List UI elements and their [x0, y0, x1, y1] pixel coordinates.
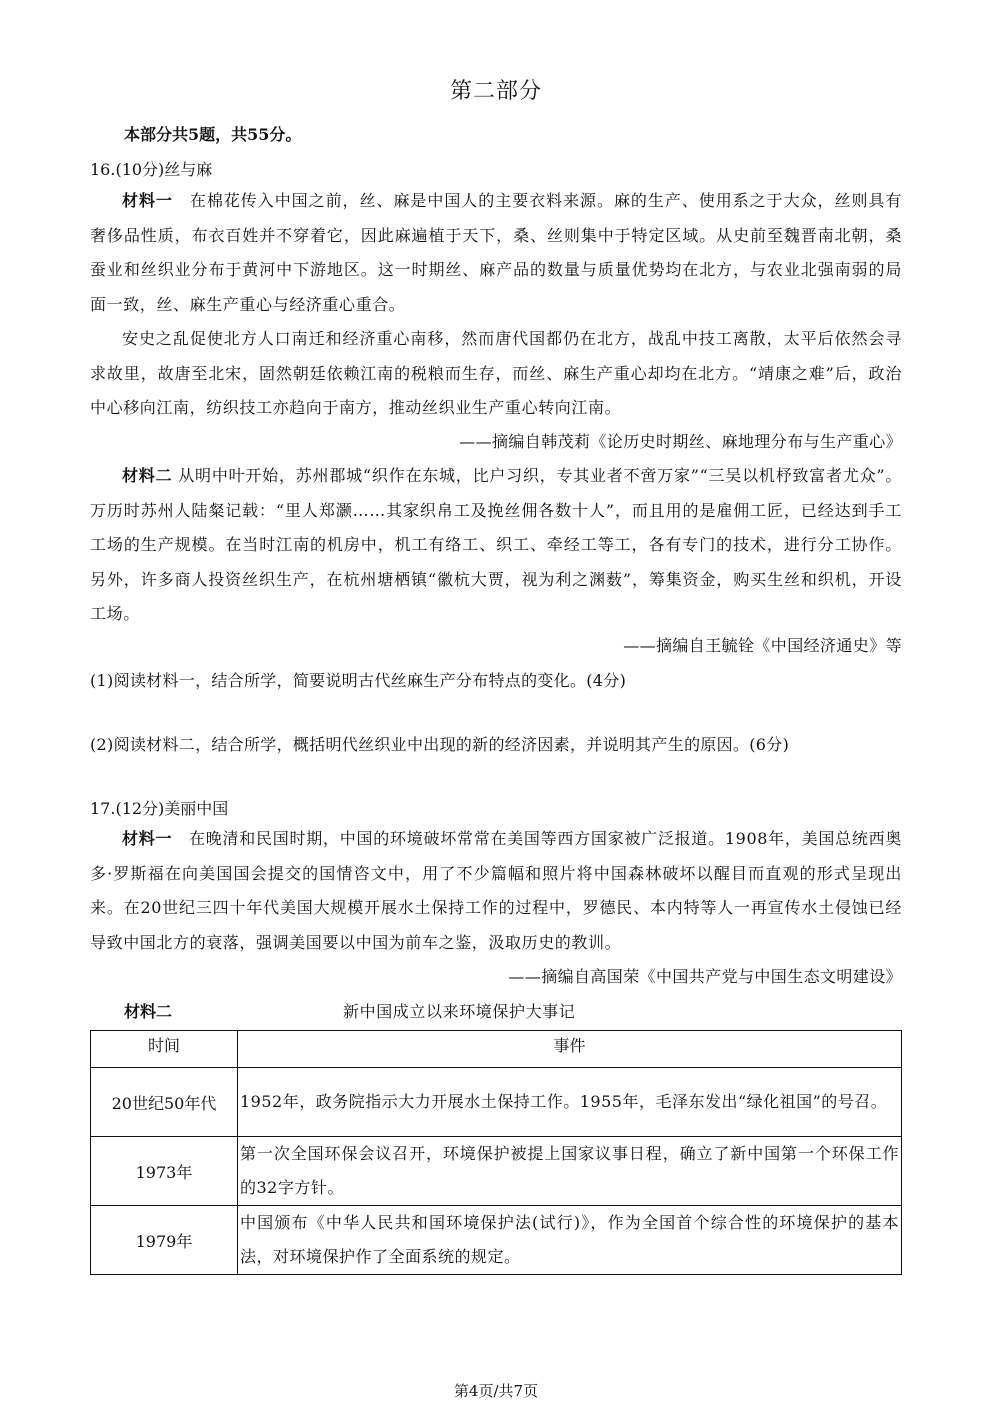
page-footer: 第4页/共7页 — [453, 1382, 539, 1400]
table-caption: 新中国成立以来环境保护大事记 — [343, 1002, 576, 1021]
q16-subquestion-2: (2)阅读材料二，结合所学，概括明代丝织业中出现的新的经济因素，并说明其产生的原因。(6分) — [90, 735, 790, 754]
material-label: 材料二 — [122, 466, 173, 485]
table-row — [91, 1206, 902, 1275]
q16-material-2-source: ——摘编自王毓铨《中国经济通史》等 — [623, 636, 902, 655]
table-cell-event: 1952年，政务院指示大力开展水土保持工作。1955年，毛泽东发出“绿化祖国”的号召。 — [238, 1068, 902, 1137]
material-text: 在晚清和民国时期，中国的环境破坏常常在美国等西方国家被广泛报道。1908年，美国总统西奥多·罗斯福在向美国国会提交的国情咨文中，用了不少篇幅和照片将中国森林破坏以醒目而直观的形式呈现出来。在20世纪三四十年代美国大规模开展水土保持工作的过程中，罗德民、本内特等人一再宣传水土侵蚀已经导致中国北方的衰落，强调美国要以中国为前车之鉴，汲取历史的教训。 — [90, 829, 902, 952]
table-row — [91, 1068, 902, 1137]
question-16-heading: 16.(10分)丝与麻 — [90, 160, 213, 179]
q16-material-1-paragraph-1 — [90, 184, 902, 322]
q16-material-2-paragraph — [90, 459, 902, 632]
section-intro: 本部分共5题，共55分。 — [124, 125, 302, 144]
q16-material-1-source: ——摘编自韩茂莉《论历史时期丝、麻地理分布与生产重心》 — [459, 432, 902, 451]
table-cell-event: 中国颁布《中华人民共和国环境保护法(试行)》，作为全国首个综合性的环境保护的基本法，对环境保护作了全面系统的规定。 — [238, 1206, 902, 1275]
q16-subquestion-1: (1)阅读材料一，结合所学，简要说明古代丝麻生产分布特点的变化。(4分) — [90, 671, 627, 690]
q17-material-2-label: 材料二 — [124, 1002, 173, 1021]
table-cell-time: 20世纪50年代 — [91, 1068, 238, 1137]
table-cell-time: 1973年 — [91, 1137, 238, 1206]
material-label: 材料一 — [122, 191, 173, 210]
table-cell-time: 1979年 — [91, 1206, 238, 1275]
question-17-heading: 17.(12分)美丽中国 — [90, 799, 229, 818]
section-title: 第二部分 — [449, 79, 542, 104]
table-cell-event: 第一次全国环保会议召开，环境保护被提上国家议事日程，确立了新中国第一个环保工作的32字方针。 — [238, 1137, 902, 1206]
column-header-time: 时间 — [91, 1031, 238, 1068]
column-header-event: 事件 — [238, 1031, 902, 1068]
material-text: 在棉花传入中国之前，丝、麻是中国人的主要衣料来源。麻的生产、使用系之于大众，丝则具有奢侈品性质，布衣百姓并不穿着它，因此麻遍植于天下，桑、丝则集中于特定区域。从史前至魏晋南北朝，桑蚕业和丝织业分布于黄河中下游地区。这一时期丝、麻产品的数量与质量优势均在北方，与农业北强南弱的局面一致，丝、麻生产重心与经济重心重合。 — [90, 191, 902, 314]
material-text: 从明中叶开始，苏州郡城“织作在东城，比户习织，专其业者不啻万家”“三吴以机杼致富者尤众”。万历时苏州人陆粲记载：“里人郑灏……其家织帛工及挽丝佣各数十人”，而且用的是雇佣工匠，已经达到手工工场的生产规模。在当时江南的机房中，机工有络工、织工、牵经工等工，各有专门的技术，进行分工协作。另外，许多商人投资丝织生产，在杭州塘栖镇“徽杭大贾，视为利之渊薮”，筹集资金，购买生丝和织机，开设工场。 — [90, 466, 902, 623]
material-label: 材料一 — [122, 829, 173, 848]
q17-material-1-paragraph — [90, 822, 902, 960]
table-row — [91, 1137, 902, 1206]
q17-material-1-source: ——摘编自高国荣《中国共产党与中国生态文明建设》 — [508, 967, 902, 986]
q16-material-1-paragraph-2: 安史之乱促使北方人口南迁和经济重心南移，然而唐代国都仍在北方，战乱中技工离散，太平后依然会寻求故里，故唐至北宋，固然朝廷依赖江南的税粮而生存，而丝、麻生产重心却均在北方。“靖康之难”后，政治中心移向江南，纺织技工亦趋向于南方，推动丝织业生产重心转向江南。 — [90, 329, 902, 417]
events-table — [90, 1030, 902, 1275]
table-header-row — [91, 1031, 902, 1068]
